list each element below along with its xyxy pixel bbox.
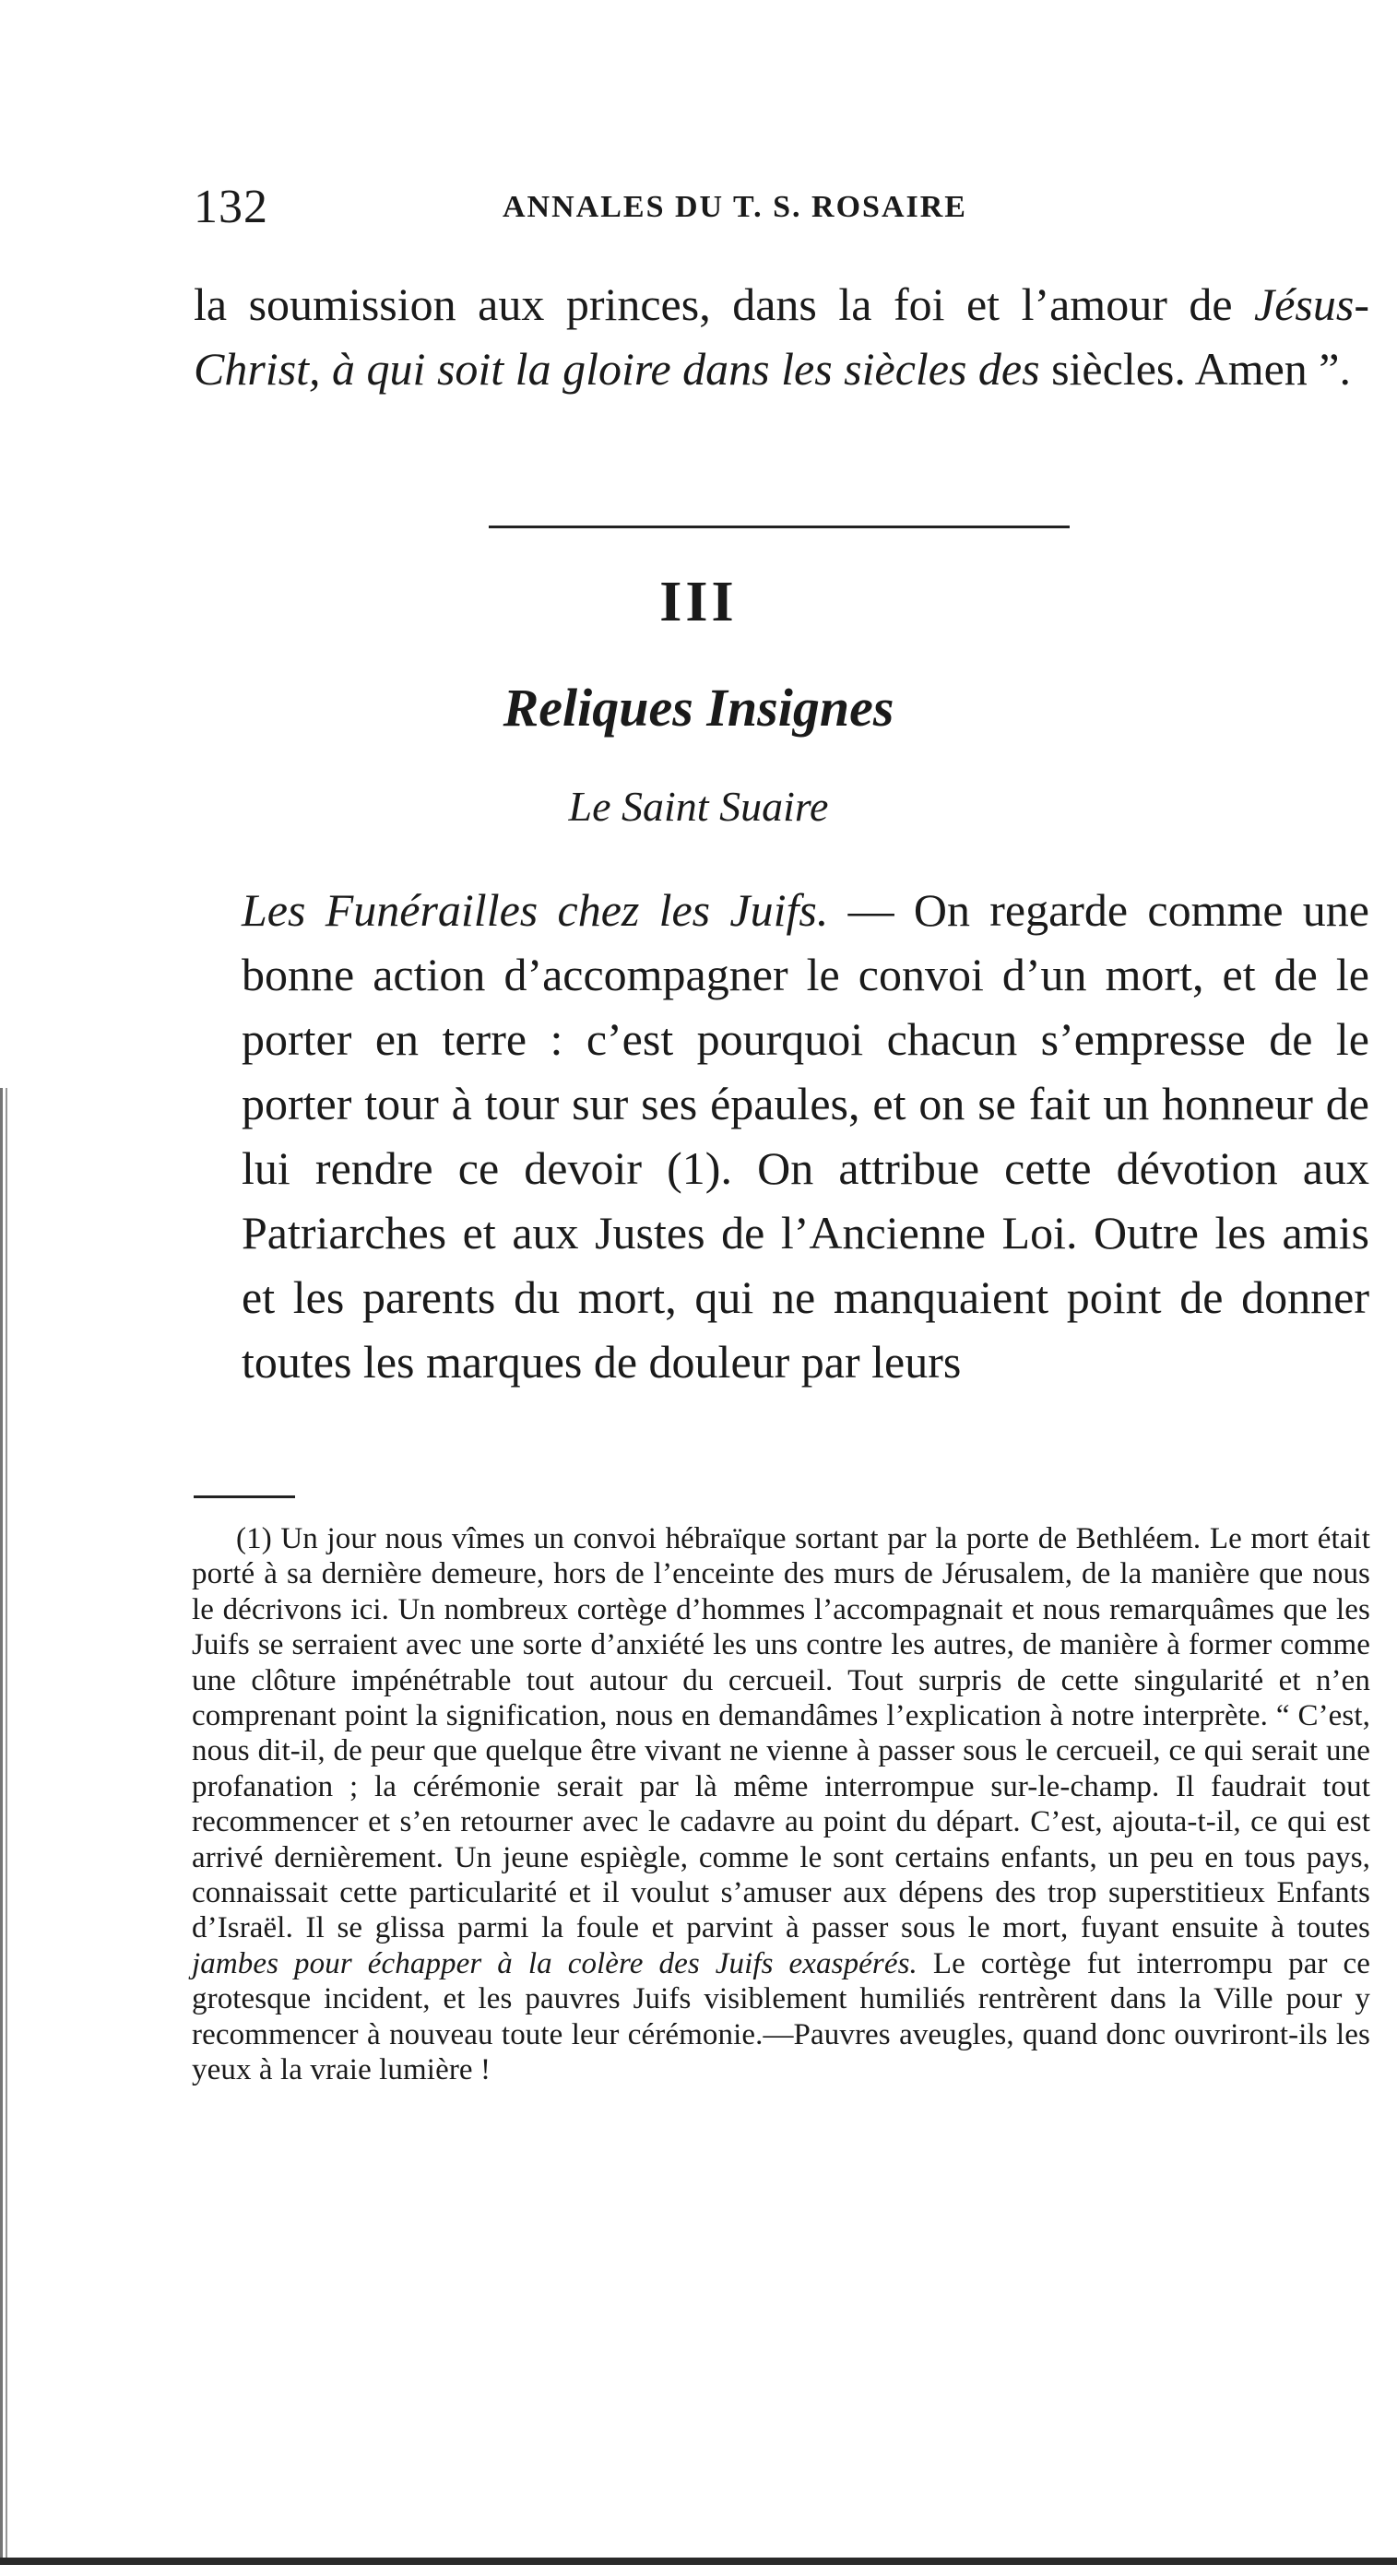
intro-text-italic: Jésus-Christ, à qui soit la gloire dans les siècles des (194, 278, 1369, 395)
paragraph-lead: Les Funérailles chez les Juifs. (242, 884, 829, 936)
footnote (192, 1521, 1370, 2088)
footnote-divider (194, 1495, 295, 1498)
section-number: III (659, 571, 738, 633)
intro-text-start: la soumission aux princes, dans la foi et l’amour de (194, 278, 1255, 330)
section-title: Reliques Insignes (503, 678, 894, 738)
page-edge-binding (0, 1088, 13, 2563)
main-paragraph (194, 878, 1369, 1394)
footnote-text-end: Le cortège fut interrompu par ce grotesque incident, et les pauvres Juifs visiblement humiliés rentrèrent dans la Ville pour y recommencer à nouveau toute leur cérémonie.—Pauvres aveugles, quand donc ouvriront-ils les yeux à la vraie lumière ! (192, 1946, 1371, 2087)
footnote-text-italic: jambes pour échapper à la colère des Juifs exaspérés. (192, 1946, 918, 1980)
page-bottom-edge (0, 2558, 1397, 2565)
intro-paragraph (194, 272, 1369, 401)
page-header (194, 175, 1208, 240)
paragraph-body: — On regarde comme une bonne action d’accompagner le convoi d’un mort, et de le porter en terre : c’est pourquoi chacun s’empresse de le porter tour à tour sur ses épaules, et on se fait un honneur de lui rendre ce devoir (1). On attribue cette dévotion aux Patriarches et aux Justes de l’Ancienne Loi. Outre les amis et les parents du mort, qui ne manquaient point de donner toutes les marques de douleur par leurs (242, 884, 1369, 1388)
section-subtitle: Le Saint Suaire (568, 783, 829, 830)
intro-text-end: siècles. Amen ”. (1039, 343, 1351, 395)
running-head: ANNALES DU T. S. ROSAIRE (503, 190, 967, 224)
footnote-text-start: (1) Un jour nous vîmes un convoi hébraïque sortant par la porte de Bethléem. Le mort était porté à sa dernière demeure, hors de l’enceinte des murs de Jérusalem, de la manière que nous le décrivons ici. Un nombreux cortège d’hommes l’accompagnait et nous remarquâmes que les Juifs se serraient avec une sorte d’anxiété les uns contre les autres, de manière à former comme une clôture impénétrable tout autour du cercueil. Tout surpris de cette singularité et n’en comprenant point la signification, nous en demandâmes l’explication à notre interprète. “ C’est, nous dit-il, de peur que quelque être vivant ne vienne à passer sous le cercueil, ce qui serait une profanation ; la cérémonie serait par là même interrompue sur-le-champ. Il faudrait tout recommencer et s’en retourner avec le cadavre au point du départ. C’est, ajouta-t-il, ce qui est arrivé dernièrement. Un jeune espiègle, comme le sont certains enfants, un peu en tous pays, connaissait cette particularité et il voulut s’amuser aux dépens des trop superstitieux Enfants d’Israël. Il se glissa parmi la foule et parvint à passer sous le mort, fuyant ensuite à toutes (192, 1522, 1370, 1945)
page-number: 132 (194, 181, 268, 233)
section-divider (489, 526, 1070, 528)
